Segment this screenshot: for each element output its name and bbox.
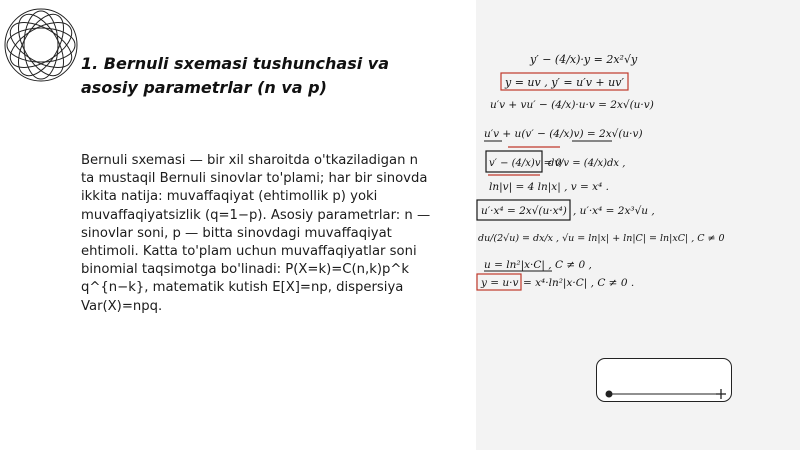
rosette-logo-icon [2,2,80,88]
slider-widget[interactable] [596,358,732,402]
math-line-4: u′v + u(v′ − (4/x)v) = 2x√(u·v) [484,128,643,140]
plus-marker-icon[interactable] [716,389,726,399]
math-line-8: du/(2√u) = dx/x , √u = ln|x| + ln|C| = ln|xC| , C ≠ 0 [478,233,725,244]
slide-body-text: Bernuli sxemasi — bir xil sharoitda o'tkaziladigan n ta mustaqil Bernuli sinovlar to'plami; har bir sinovda ikkita natija: muvaffaqiyat (ehtimollik p) yoki muvaffaqiyatsizlik (q=1−p). Asosiy parametrlar: n — sinovlar soni, p — bitta sinovdagi muvaffaqiyat ehtimoli. Katta to'plam uchun muvaffaqiyatlar soni binomial taqsimotga bo'linadi: P(X=k)=C(n,k)p^k q^{n−k}, matematik kutish E[X]=np, dispersiya Var(X)=npq. [81,153,431,314]
math-line-9: u = ln²|x·C| , C ≠ 0 , [484,259,592,271]
math-line-10a: y = u·v [481,277,519,289]
math-line-6: ln|v| = 4 ln|x| , v = x⁴ . [489,181,609,193]
math-line-10b: = x⁴·ln²|x·C| , C ≠ 0 . [523,277,635,289]
math-line-5a: v′ − (4/x)v = 0 [489,158,562,169]
math-line-3: u′v + vu′ − (4/x)·u·v = 2x√(u·v) [490,99,654,111]
math-line-2: y = uv , y′ = u′v + uv′ [505,76,624,89]
math-line-7b: , u′·x⁴ = 2x³√u , [573,205,655,217]
math-line-5b: dv/v = (4/x)dx , [548,158,626,169]
math-line-7a: u′·x⁴ = 2x√(u·x⁴) [481,205,567,217]
math-line-1: y′ − (4/x)·y = 2x²√y [530,53,638,66]
slider-track-graphic [597,359,733,403]
slide-title: 1. Bernuli sxemasi tushunchasi va asosiy parametrlar (n va p) [81,54,389,97]
